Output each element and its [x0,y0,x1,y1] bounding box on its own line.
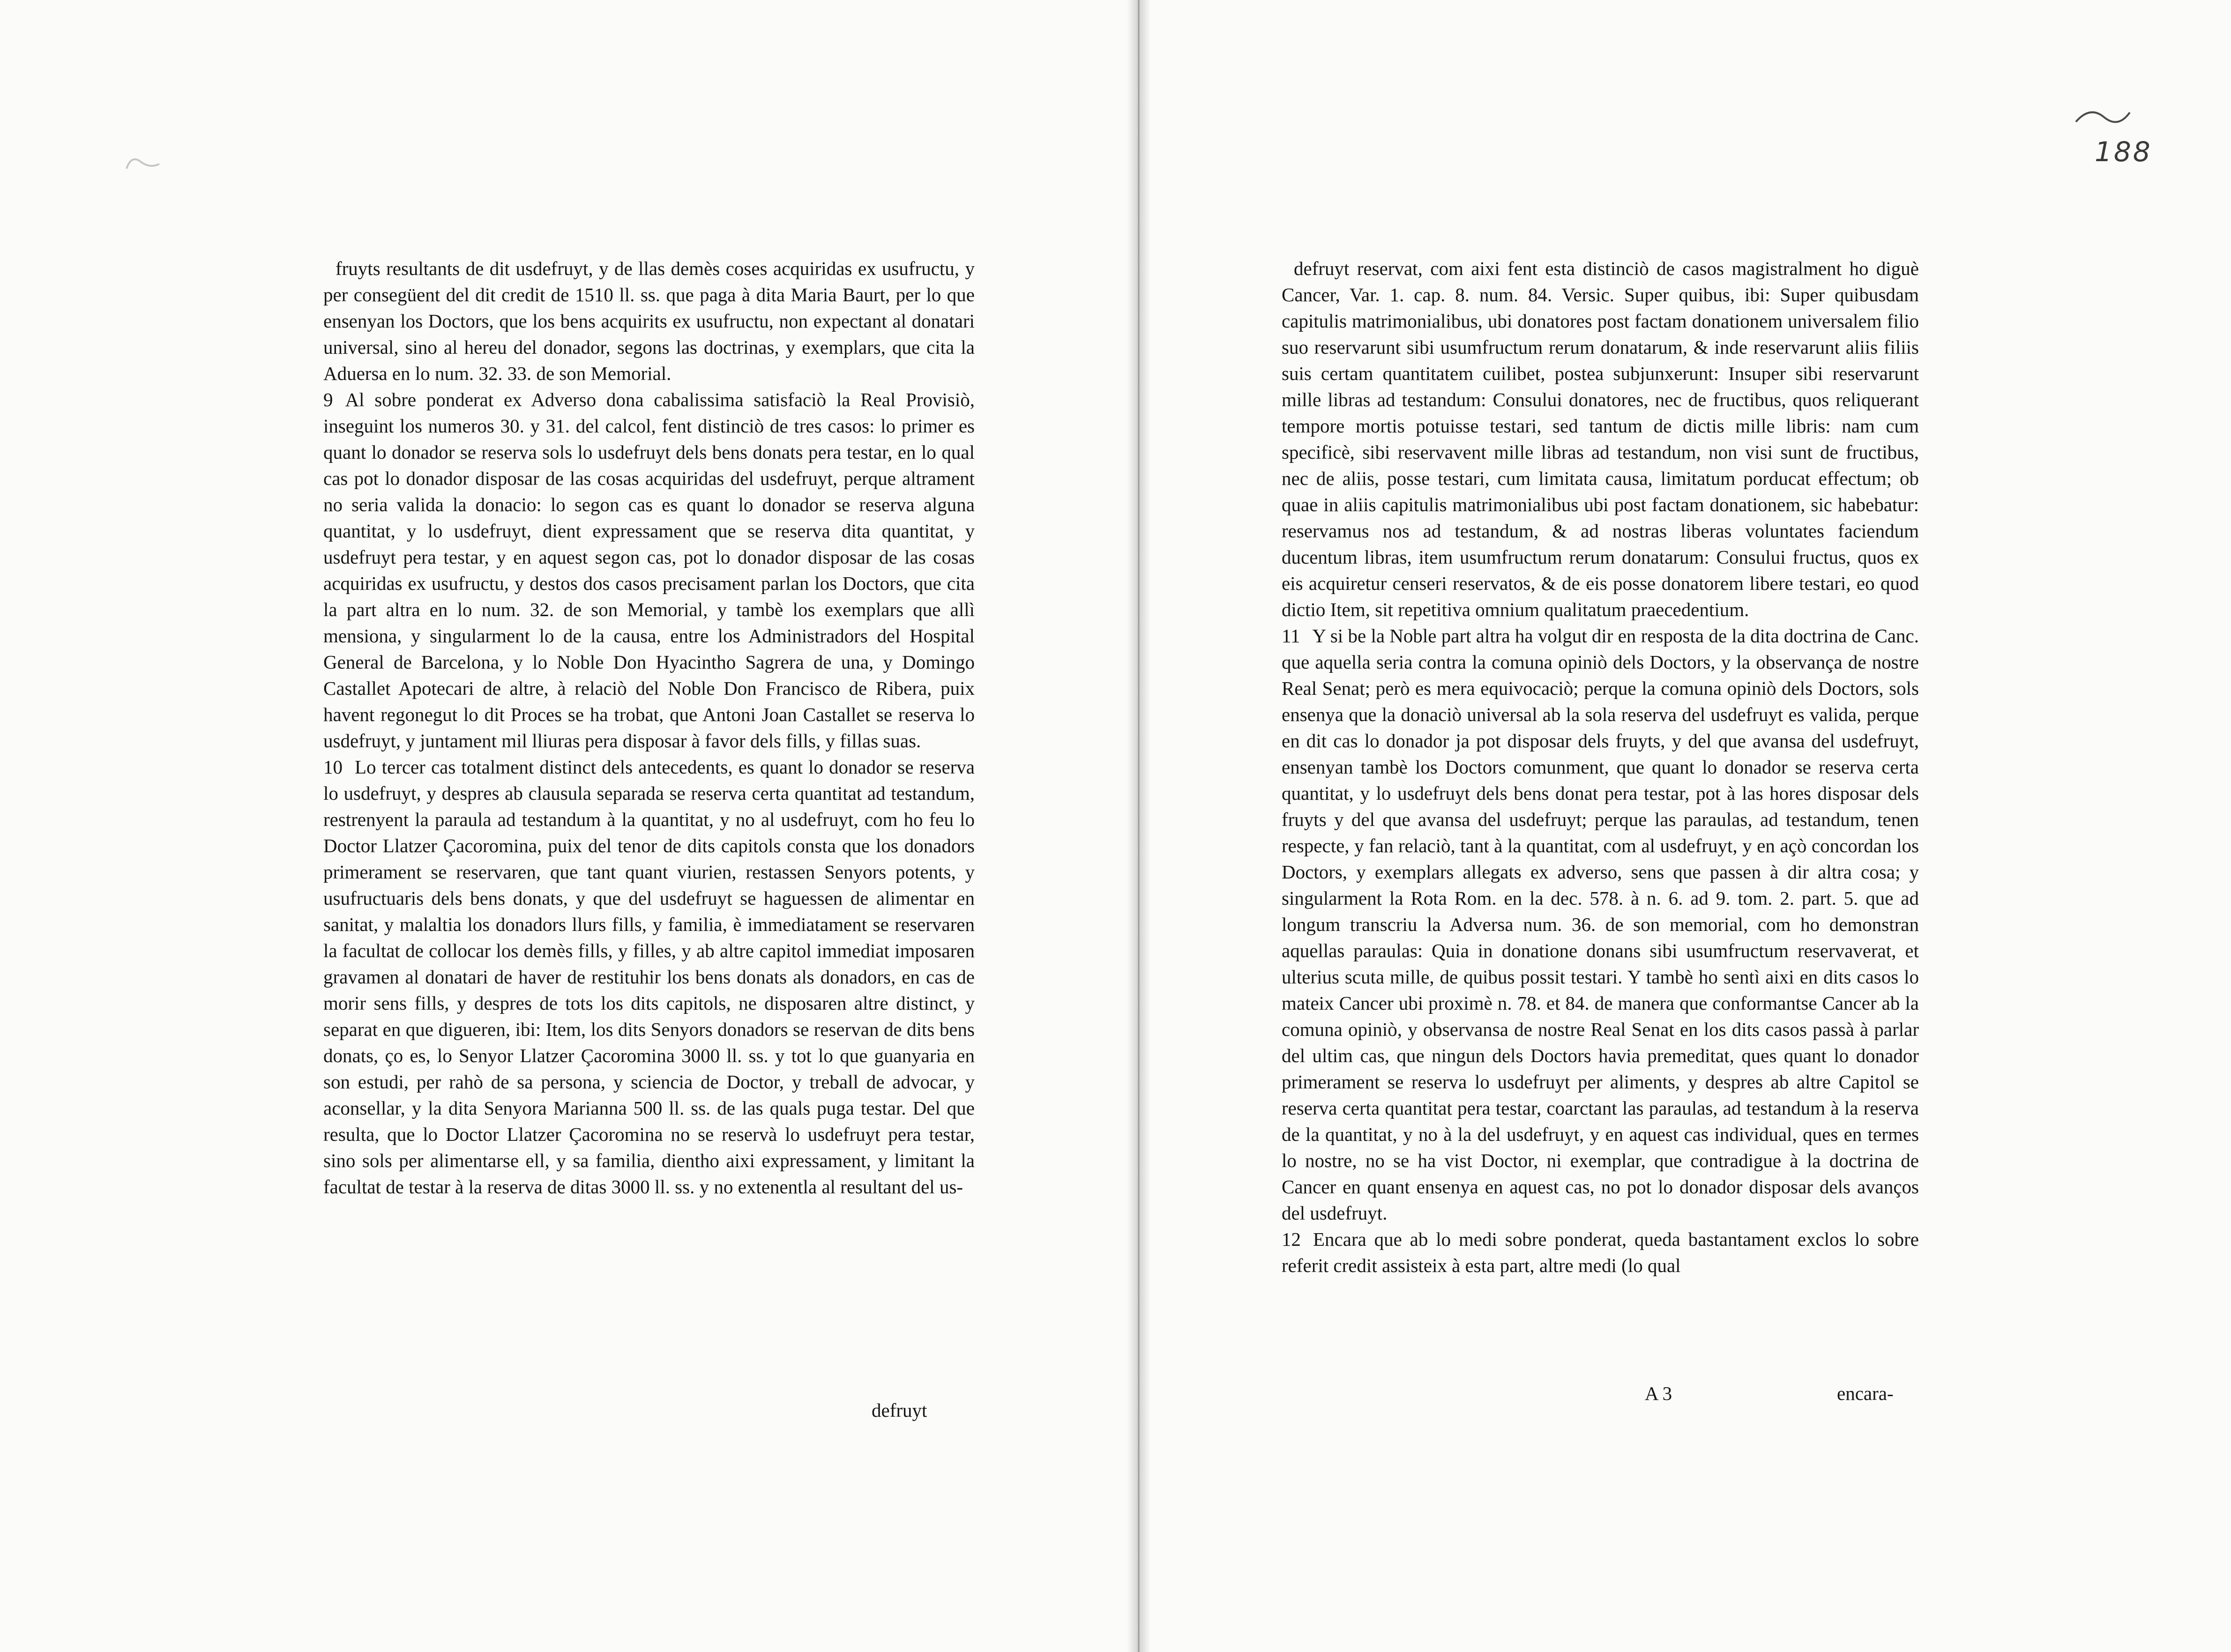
folio-number: 188 [2095,136,2152,168]
paragraph-text: Al sobre ponderat ex Adverso dona cabalissima satisfaciò la Real Provisiò, inseguint los numeros 30. y 31. del calcol, fent distinciò de tres casos: lo primer es quant lo donador se reserva sols lo usdefruyt dels bens donats pera testar, en lo qual cas pot lo donador disposar de las cosas acquiridas del usdefruyt, perque altrament no seria valida la donacio: lo segon cas es quant lo donador se reserva alguna quantitat, y lo usdefruyt, dient expressament que se reserva dita quantitat, y usdefruyt pera testar, y en aquest segon cas, pot lo donador disposar de las cosas acquiridas ex usufructu, y destos dos casos precisament parlan los Doctors, que cita la part altra en lo num. 32. de son Memorial, y tambè los exemplars que allì mensiona, y singularment lo de la causa, entre los Administradors del Hospital General de Barcelona, y lo Noble Don Hyacintho Sagrera de una, y Domingo Castallet Apotecari de altre, à relaciò del Noble Don Francisco de Ribera, puix havent regonegut lo dit Proces se ha trobat, que Antoni Joan Castallet se reserva lo usdefruyt, y juntament mil lliuras pera disposar à favor dels fills, y fillas suas. [323,389,975,752]
paragraph [1282,255,1919,623]
paragraph [1282,1226,1919,1279]
paragraph-text: Lo tercer cas totalment distinct dels antecedents, es quant lo donador se reserva lo usdefruyt, y despres ab clausula separada se reserva certa quantitat ad testandum, restrenyent la paraula ad testandum à la quantitat, y no al usdefruyt, com ho feu lo Doctor Llatzer Çacoromina, puix del tenor de dits capitols consta que los donadors primerament se reservaren, que tant quant viurien, restassen Senyors potents, y usufructuaris dels bens donats, y que del usdefruyt se haguessen de alimentar en sanitat, y malaltia los donadors llurs fills, y familia, è immediatament se reservaren la facultat de collocar los demès fills, y filles, y ab altre capitol immediat imposaren gravamen al donatari de haver de restituhir los bens donats als donadors, en cas de morir sens fills, y despres de tots los dits capitols, ne disposaren altre distinct, y separat en que digueren, ibi: Item, los dits Senyors donadors se reservan de dits bens donats, ço es, lo Senyor Llatzer Çacoromina 3000 ll. ss. y tot lo que guanyaria en son estudi, per rahò de sa persona, y sciencia de Doctor, y treball de advocar, y aconsellar, y la dita Senyora Marianna 500 ll. ss. de las quals puga testar. Del que resulta, que lo Doctor Llatzer Çacoromina no se reservà lo usdefruyt pera testar, sino sols per alimentarse ell, y sa familia, dientho aixi expressament, y limitant la facultat de testar à la reserva de ditas 3000 ll. ss. y no extenentla al resultant del us- [323,756,975,1198]
paragraph-text: Y si be la Noble part altra ha volgut dir en resposta de la dita doctrina de Canc. que aquella seria contra la comuna opiniò dels Doctors, y la observança de nostre Real Senat; però es mera equivocaciò; perque la comuna opiniò dels Doctors, sols ensenya que la donaciò universal ab la sola reserva del usdefruyt es valida, perque en dit cas lo donador ja pot disposar dels fruyts, y del que avansa del usdefruyt, ensenyan tambè los Doctors comunment, que quant lo donador se reserva certa quantitat, y lo usdefruyt dels bens donat pera testar, pot à las hores disposar dels fruyts y del que avansa del usdefruyt; perque las paraulas, ad testandum, tenen respecte, y fan relaciò, tant à la quantitat, com al usdefruyt, y en açò concordan los Doctors, y exemplars allegats ex adverso, sens que passen à dir altra cosa; y singularment la Rota Rom. en la dec. 578. à n. 6. ad 9. tom. 2. part. 5. que ad longum transcriu la Adversa num. 36. de son memorial, com ho demonstran aquellas paraulas: Quia in donatione donans sibi usumfructum reservaverat, et ulterius scuta mille, de quibus possit testari. Y tambè ho sentì aixi en dits casos lo mateix Cancer ubi proximè n. 78. et 84. de manera que conformantse Cancer ab la comuna opiniò, y observansa de nostre Real Senat en los dits casos passà à parlar del ultim cas, que ningun dels Doctors havia premeditat, ques quant lo donador primerament se reserva lo usdefruyt per aliments, y despres ab altre Capitol se reserva certa quantitat pera testar, coarctant las paraulas, ad testandum à la reserva de la quantitat, y no à la del usdefruyt, y en aquest cas individual, ques en termes lo nostre, no se ha vist Doctor, ni exemplar, que contradigue à la doctrina de Cancer en quant ensenya en aquest cas, no pot lo donador disposar dels avanços del usdefruyt. [1282,625,1919,1224]
paragraph [1282,623,1919,1226]
right-page-text [1282,255,1919,1279]
catchword-right: encara- [1837,1383,1894,1404]
paragraph [323,255,975,387]
paragraph-number: 9 [323,389,333,410]
paragraph [323,387,975,754]
catchword-left: defruyt [872,1399,927,1421]
paragraph-text: Encara que ab lo medi sobre ponderat, queda bastantament exclos lo sobre referit credit assisteix à esta part, altre medi (lo qual [1282,1228,1919,1276]
book-gutter [1127,0,1150,1652]
left-page-text [323,255,975,1200]
paragraph-text: defruyt reservat, com aixi fent esta distinciò de casos magistralment ho diguè Cancer, Var. 1. cap. 8. num. 84. Versic. Super quibus, ibi: Super quibusdam capitulis matrimonialibus, ubi donatores post factam donationem universalem filio suo reservarunt sibi usumfructum rerum donatarum, & inde reservarunt aliis filiis suis certam quantitatem cuilibet, postea subjunxerunt: Insuper sibi reservarunt mille libras ad testandum: Consului donatores, nec de fructibus, quos reliquerant tempore mortis potuisse testari, sed tantum de dictis mille libris: nam cum specificè, sibi reservavent mille libras ad testandum, non visi sunt de fructibus, nec de aliis, posse testari, cum limitata causa, limitatum porducat effectum; ob quae in aliis capitulis matrimonialibus ubi post factam donationem, sic habebatur: reservamus nos ad testandum, & ad nostras liberas voluntates faciendum ducentum libras, item usumfructum rerum donatarum: Consului fructus, quos ex eis acquiretur censeri reservatos, & de eis posse donatorem libere testari, eo quod dictio Item, sit repetitiva omnium qualitatum praecedentium. [1282,258,1919,620]
paragraph-number: 11 [1282,625,1300,647]
paragraph-text: fruyts resultants de dit usdefruyt, y de llas demès coses acquiridas ex usufructu, y per consegüent del dit credit de 1510 ll. ss. que paga à dita Maria Baurt, per lo que ensenyan los Doctors, que los bens acquirits ex usufructu, non expectant al donatari universal, sino al hereu del donador, segons las doctrinas, y exemplars, que cita la Aduersa en lo num. 32. 33. de son Memorial. [323,258,975,384]
folio-strikethrough-mark [2071,103,2132,131]
ink-smudge-icon [122,150,164,178]
paragraph-number: 12 [1282,1228,1301,1250]
signature-mark: A 3 [1645,1383,1672,1404]
paragraph [323,754,975,1200]
paragraph-number: 10 [323,756,343,778]
